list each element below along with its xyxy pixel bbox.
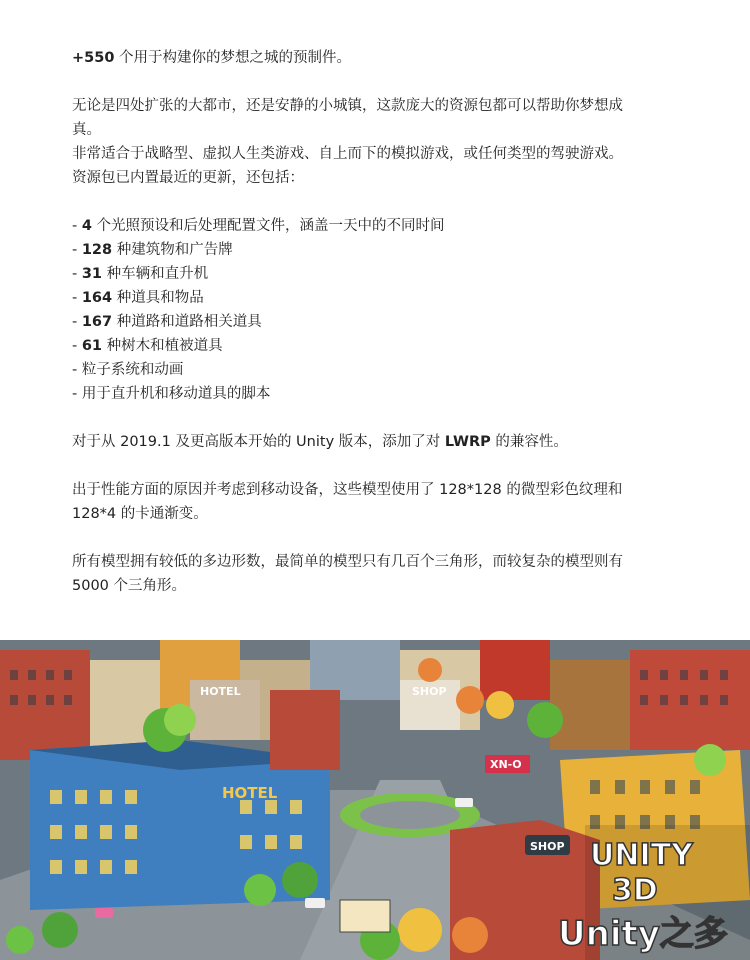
intro-text: 个用于构建你的梦想之城的预制件。	[114, 50, 352, 66]
feature-item: - 128 种建筑物和广告牌	[72, 242, 233, 258]
compat-line: 对于从 2019.1 及更高版本开始的 Unity 版本，添加了对 LWRP 的兼容性。	[72, 434, 568, 450]
city-hero-image	[0, 640, 750, 960]
feature-item: - 用于直升机和移动道具的脚本	[72, 386, 271, 402]
feature-item: - 4 个光照预设和后处理配置文件，涵盖一天中的不同时间	[72, 218, 445, 234]
lwrp-label: LWRP	[444, 434, 491, 450]
watermark-line1: UNITY	[590, 838, 693, 873]
building	[480, 640, 550, 700]
small-hotel-sign: HOTEL	[200, 685, 241, 698]
para1-line4: 资源包已内置最近的更新，还包括：	[72, 170, 304, 186]
city-illustration	[0, 640, 750, 960]
feature-item: - 61 种树木和植被道具	[72, 338, 223, 354]
poly-line2: 5000 个三角形。	[72, 578, 187, 594]
para1-line1: 无论是四处扩张的大都市，还是安静的小城镇，这款庞大的资源包都可以帮助你梦想成	[72, 98, 623, 114]
poly-line1: 所有模型拥有较低的多边形数，最简单的模型只有几百个三角形，而较复杂的模型则有	[72, 554, 623, 570]
para1-line3: 非常适合于战略型、虚拟人生类游戏、自上而下的模拟游戏，或任何类型的驾驶游戏。	[72, 146, 623, 162]
building	[550, 660, 630, 750]
shop-sign-front: SHOP	[530, 840, 565, 853]
feature-list	[72, 214, 692, 406]
car	[305, 898, 325, 908]
watermark-line3: Unity之多	[558, 914, 728, 954]
feature-item: - 31 种车辆和直升机	[72, 266, 209, 282]
billboard-text: XN-O	[490, 758, 522, 771]
asset-description	[72, 46, 692, 598]
brick-building	[270, 690, 340, 770]
feature-item: - 167 种道路和道路相关道具	[72, 314, 262, 330]
watermark	[558, 825, 750, 960]
watermark-line2: 3D	[612, 873, 658, 908]
feature-item: - 164 种道具和物品	[72, 290, 204, 306]
perf-line1: 出于性能方面的原因并考虑到移动设备，这些模型使用了 128*128 的微型彩色纹理和	[72, 482, 623, 498]
feature-item: - 粒子系统和动画	[72, 362, 184, 378]
car	[95, 908, 113, 918]
para1-line2: 真。	[72, 122, 101, 138]
shop-sign-top: SHOP	[412, 685, 447, 698]
hotel-sign: HOTEL	[222, 784, 278, 802]
street-billboard	[340, 900, 390, 932]
car	[455, 798, 473, 807]
perf-line2: 128*4 的卡通渐变。	[72, 506, 208, 522]
prefab-count: +550	[72, 50, 115, 66]
intro-line	[72, 46, 692, 70]
